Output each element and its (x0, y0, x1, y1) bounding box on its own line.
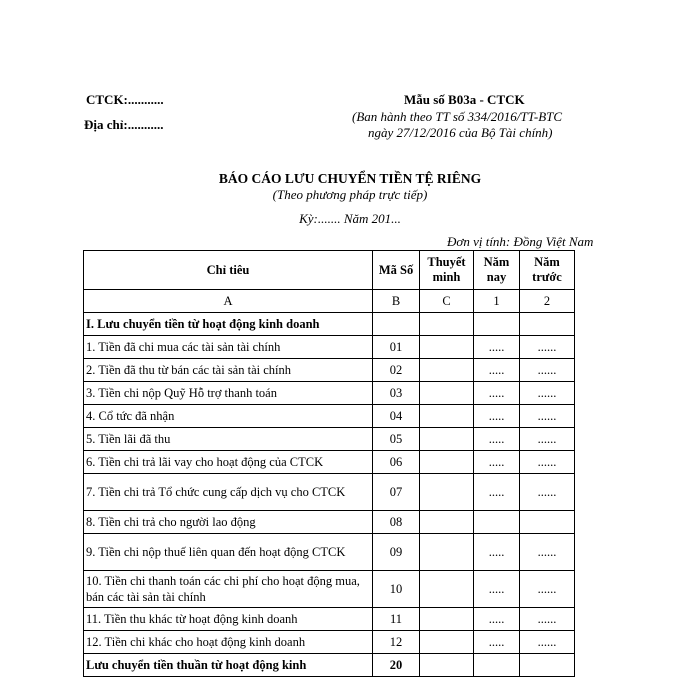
header-previous-year: Năm trước (520, 251, 575, 290)
row-current (474, 511, 520, 534)
row-code: 10 (373, 571, 420, 608)
row-current: ..... (474, 571, 520, 608)
row-current (474, 654, 520, 677)
issued-line-2: ngày 27/12/2016 của Bộ Tài chính) (368, 125, 553, 140)
row-code: 07 (373, 474, 420, 511)
table-row (84, 608, 575, 631)
row-previous (520, 313, 575, 336)
row-code (373, 313, 420, 336)
row-current: ..... (474, 534, 520, 571)
row-note (420, 654, 474, 677)
header-code: Mã Số (373, 251, 420, 290)
header-current-year: Năm nay (474, 251, 520, 290)
row-note (420, 313, 474, 336)
row-code: 03 (373, 382, 420, 405)
row-note (420, 336, 474, 359)
row-label: 12. Tiền chi khác cho hoạt động kinh doanh (84, 631, 373, 654)
issued-line-1: (Ban hành theo TT số 334/2016/TT-BTC (352, 109, 563, 124)
letter-cell: B (373, 290, 420, 313)
row-label: 3. Tiền chi nộp Quỹ Hỗ trợ thanh toán (84, 382, 373, 405)
row-note (420, 451, 474, 474)
row-code: 11 (373, 608, 420, 631)
row-label: 6. Tiền chi trả lãi vay cho hoạt động của CTCK (84, 451, 373, 474)
letter-cell: 2 (520, 290, 575, 313)
letter-cell: C (420, 290, 474, 313)
table-letter-row (84, 290, 575, 313)
row-current: ..... (474, 336, 520, 359)
row-previous: ...... (520, 382, 575, 405)
row-code: 02 (373, 359, 420, 382)
row-previous (520, 654, 575, 677)
table-row (84, 428, 575, 451)
table-row (84, 474, 575, 511)
table-row (84, 511, 575, 534)
row-previous: ...... (520, 405, 575, 428)
currency-unit: Đơn vị tính: Đồng Việt Nam (447, 234, 594, 249)
row-label: 4. Cổ tức đã nhận (84, 405, 373, 428)
row-note (420, 534, 474, 571)
row-previous: ...... (520, 359, 575, 382)
row-label: I. Lưu chuyển tiền từ hoạt động kinh doanh (84, 313, 373, 336)
row-note (420, 474, 474, 511)
row-current: ..... (474, 405, 520, 428)
table-row (84, 534, 575, 571)
row-current: ..... (474, 359, 520, 382)
row-previous: ...... (520, 451, 575, 474)
row-code: 12 (373, 631, 420, 654)
row-previous: ...... (520, 428, 575, 451)
row-label: Lưu chuyển tiền thuần từ hoạt động kinh (84, 654, 373, 677)
row-code: 09 (373, 534, 420, 571)
letter-cell: 1 (474, 290, 520, 313)
form-code: Mẫu số B03a - CTCK (404, 92, 525, 107)
row-label: 1. Tiền đã chi mua các tài sản tài chính (84, 336, 373, 359)
row-code: 08 (373, 511, 420, 534)
report-subtitle: (Theo phương pháp trực tiếp) (272, 187, 428, 202)
row-note (420, 608, 474, 631)
cash-flow-table (83, 250, 575, 677)
row-note (420, 359, 474, 382)
table-header-row (84, 251, 575, 290)
row-label: 10. Tiền chi thanh toán các chi phí cho hoạt động mua, bán các tài sản tài chính (84, 571, 373, 608)
row-note (420, 631, 474, 654)
row-current: ..... (474, 451, 520, 474)
row-note (420, 511, 474, 534)
row-previous: ...... (520, 608, 575, 631)
row-code: 04 (373, 405, 420, 428)
company-label: CTCK:........... (86, 92, 164, 107)
row-note (420, 405, 474, 428)
table-row (84, 405, 575, 428)
table-row (84, 654, 575, 677)
address-label: Địa chỉ:........... (84, 117, 164, 132)
row-note (420, 382, 474, 405)
row-previous: ...... (520, 474, 575, 511)
row-code: 20 (373, 654, 420, 677)
row-current: ..... (474, 428, 520, 451)
table-row (84, 451, 575, 474)
row-previous (520, 511, 575, 534)
letter-cell: A (84, 290, 373, 313)
row-note (420, 571, 474, 608)
row-label: 8. Tiền chi trả cho người lao động (84, 511, 373, 534)
report-title: BÁO CÁO LƯU CHUYỂN TIỀN TỆ RIÊNG (218, 171, 482, 186)
row-previous: ...... (520, 534, 575, 571)
header-indicator: Chỉ tiêu (84, 251, 373, 290)
row-label: 7. Tiền chi trả Tổ chức cung cấp dịch vụ cho CTCK (84, 474, 373, 511)
row-code: 01 (373, 336, 420, 359)
row-note (420, 428, 474, 451)
row-current: ..... (474, 608, 520, 631)
row-current: ..... (474, 382, 520, 405)
table-row (84, 571, 575, 608)
table-row (84, 313, 575, 336)
row-label: 2. Tiền đã thu từ bán các tài sản tài chính (84, 359, 373, 382)
row-code: 05 (373, 428, 420, 451)
row-label: 11. Tiền thu khác từ hoạt động kinh doanh (84, 608, 373, 631)
row-previous: ...... (520, 336, 575, 359)
table-row (84, 336, 575, 359)
table-row (84, 631, 575, 654)
header-note: Thuyết minh (420, 251, 474, 290)
table-row (84, 359, 575, 382)
row-current: ..... (474, 631, 520, 654)
row-current: ..... (474, 474, 520, 511)
row-label: 5. Tiền lãi đã thu (84, 428, 373, 451)
row-previous: ...... (520, 571, 575, 608)
table-row (84, 382, 575, 405)
row-previous: ...... (520, 631, 575, 654)
report-period: Kỳ:....... Năm 201... (299, 211, 401, 226)
row-current (474, 313, 520, 336)
row-code: 06 (373, 451, 420, 474)
row-label: 9. Tiền chi nộp thuế liên quan đến hoạt động CTCK (84, 534, 373, 571)
